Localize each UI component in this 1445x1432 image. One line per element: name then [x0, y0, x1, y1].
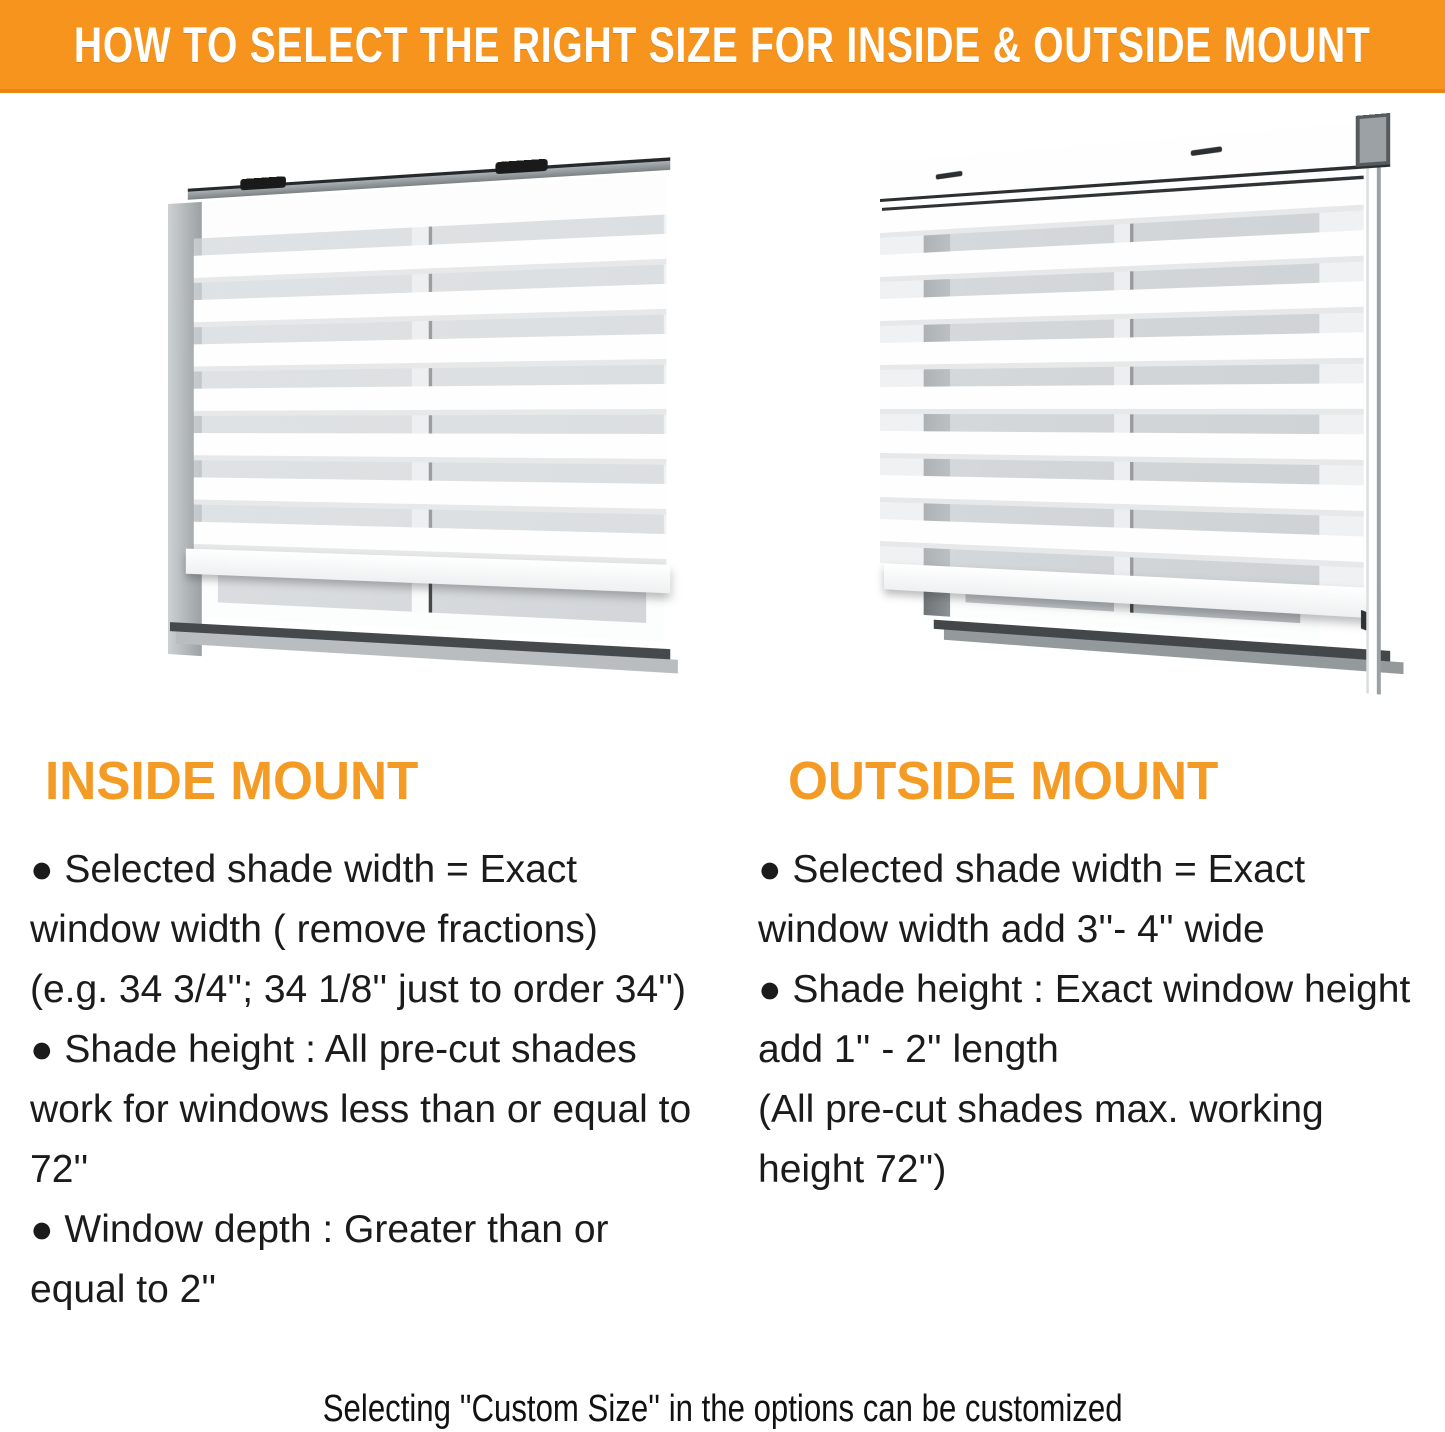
banner [0, 0, 1445, 93]
outside-window-scene [880, 118, 1382, 701]
spec-line: ● Shade height : Exact window height [758, 968, 1411, 1011]
outside-mount-specs [758, 840, 1445, 1200]
outside-mount-illustration [880, 160, 1320, 660]
zebra-stripes [194, 214, 667, 564]
spec-line: height 72'') [758, 1148, 947, 1191]
spec-line: (e.g. 34 3/4''; 34 1/8'' just to order 34'') [30, 968, 687, 1011]
spec-line: add 1'' - 2'' length [758, 1028, 1059, 1071]
spec-line: (All pre-cut shades max. working [758, 1088, 1324, 1131]
inside-mount-heading: INSIDE MOUNT [45, 751, 419, 811]
outside-mount-heading: OUTSIDE MOUNT [788, 751, 1219, 811]
side-rail [1366, 167, 1381, 694]
banner-title: HOW TO SELECT THE RIGHT SIZE FOR INSIDE & OUTSIDE MOUNT [74, 16, 1371, 73]
zebra-stripes [880, 179, 1364, 588]
spec-line: window width ( remove fractions) [30, 908, 598, 951]
spec-line: ● Window depth : Greater than or [30, 1208, 609, 1251]
inside-mount-illustration [168, 190, 613, 662]
spec-line: equal to 2'' [30, 1268, 217, 1311]
end-cap [1356, 113, 1390, 167]
inside-mount-specs [30, 840, 730, 1320]
spec-line: ● Selected shade width = Exact [758, 848, 1306, 891]
inside-window-scene [168, 158, 666, 695]
footer-note: Selecting ''Custom Size'' in the options can be customized [322, 1388, 1123, 1430]
spec-line: work for windows less than or equal to [30, 1088, 692, 1131]
footer-note-row [0, 1388, 1445, 1431]
spec-line: 72'' [30, 1148, 89, 1191]
spec-line: ● Shade height : All pre-cut shades [30, 1028, 637, 1071]
spec-line: window width add 3''- 4'' wide [758, 908, 1265, 951]
spec-line: ● Selected shade width = Exact [30, 848, 578, 891]
